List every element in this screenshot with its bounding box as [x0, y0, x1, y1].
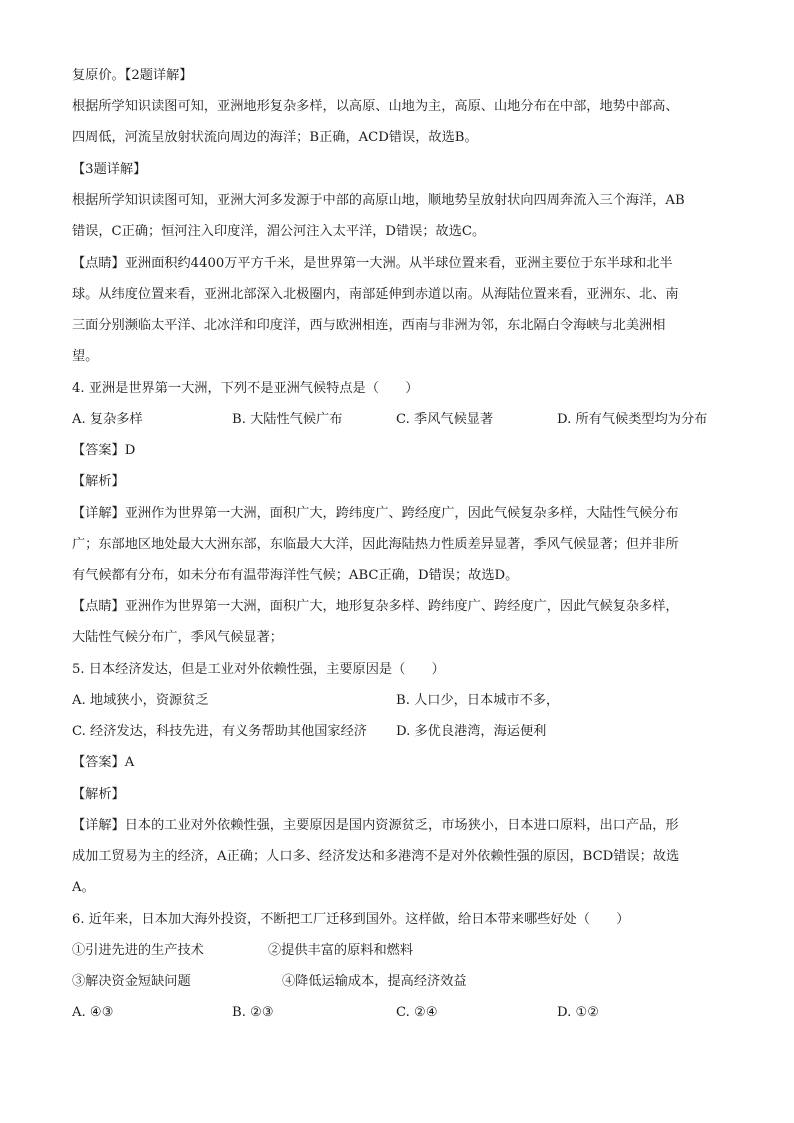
q3-heading: 【3题详解】	[72, 162, 147, 177]
q3-line: 错误，C正确；恒河注入印度洋，湄公河注入太平洋，D错误；故选C。	[72, 224, 486, 239]
q4-tip: 【点睛】亚洲作为世界第一大洲，面积广大，地形复杂多样、跨纬度广、跨经度广，因此气候复杂多样，	[72, 599, 679, 614]
q5-option-d: D. 多优良港湾，海运便利	[396, 724, 547, 739]
q3-line: 根据所学知识读图可知，亚洲大河多发源于中部的高原山地，顺地势呈放射状向四周奔流入三个海洋，AB	[72, 193, 685, 208]
q5-detail: 【详解】日本的工业对外依赖性强，主要原因是国内资源贫乏，市场狭小，日本进口原料，出口产品，形	[72, 818, 679, 833]
q4-option-b: B. 大陆性气候广布	[232, 412, 343, 427]
q4-detail: 广；东部地区地处最大大洲东部，东临最大大洋，因此海陆热力性质差异显著，季风气候显著；但并非所	[72, 537, 679, 552]
q4-analysis: 【解析】	[72, 474, 125, 489]
q6-option-b: B. ②③	[232, 1005, 274, 1020]
q5-stem: 5. 日本经济发达，但是工业对外依赖性强，主要原因是（ ）	[72, 662, 445, 677]
q5-option-b: B. 人口少，日本城市不多，	[396, 693, 560, 708]
q6-item-3: ③解决资金短缺问题	[72, 974, 191, 989]
q4-answer: 【答案】D	[72, 443, 136, 458]
intro-line: 根据所学知识读图可知，亚洲地形复杂多样，以高原、山地为主，高原、山地分布在中部，地势中部高、	[72, 99, 679, 114]
q6-item-1: ①引进先进的生产技术	[72, 943, 204, 958]
q4-option-a: A. 复杂多样	[72, 412, 143, 427]
q6-stem: 6. 近年来，日本加大海外投资，不断把工厂迁移到国外。这样做，给日本带来哪些好处（ ）	[72, 912, 630, 927]
q4-tip: 大陆性气候分布广，季风气候显著；	[72, 630, 283, 645]
q5-detail: A。	[72, 880, 95, 895]
q6-option-a: A. ④③	[72, 1005, 114, 1020]
q4-stem: 4. 亚洲是世界第一大洲，下列不是亚洲气候特点是（ ）	[72, 381, 419, 396]
intro-line: 四周低，河流呈放射状流向周边的海洋；B正确，ACD错误，故选B。	[72, 130, 478, 145]
q5-answer: 【答案】A	[72, 755, 135, 770]
q6-option-d: D. ①②	[557, 1005, 600, 1020]
q6-item-2: ②提供丰富的原料和燃料	[268, 943, 414, 958]
q5-option-a: A. 地域狭小，资源贫乏	[72, 693, 209, 708]
tip-line: 望。	[72, 349, 99, 364]
q5-analysis: 【解析】	[72, 787, 125, 802]
q4-option-c: C. 季风气候显著	[396, 412, 494, 427]
intro-line: 复原价。【2题详解】	[72, 68, 193, 83]
q5-option-c: C. 经济发达，科技先进，有义务帮助其他国家经济	[72, 724, 367, 739]
tip-line: 【点睛】亚洲面积约4400万平方千米，是世界第一大洲。从半球位置来看，亚洲主要位于东半球和北半	[72, 256, 673, 271]
q5-detail: 成加工贸易为主的经济，A正确；人口多、经济发达和多港湾不是对外依赖性强的原因，BCD错误；故选	[72, 849, 680, 864]
q4-option-d: D. 所有气候类型均为分布	[557, 412, 708, 427]
q6-item-4: ④降低运输成本，提高经济效益	[282, 974, 467, 989]
q6-option-c: C. ②④	[396, 1005, 438, 1020]
q4-detail: 【详解】亚洲作为世界第一大洲，面积广大，跨纬度广、跨经度广，因此气候复杂多样，大陆性气候分布	[72, 506, 679, 521]
tip-line: 球。从纬度位置来看，亚洲北部深入北极圈内，南部延伸到赤道以南。从海陆位置来看，亚洲东、北、南	[72, 287, 679, 302]
q4-detail: 有气候都有分布，如未分布有温带海洋性气候；ABC正确，D错误；故选D。	[72, 568, 519, 583]
tip-line: 三面分别濒临太平洋、北冰洋和印度洋，西与欧洲相连，西南与非洲为邻，东北隔白令海峡与北美洲相	[72, 318, 666, 333]
